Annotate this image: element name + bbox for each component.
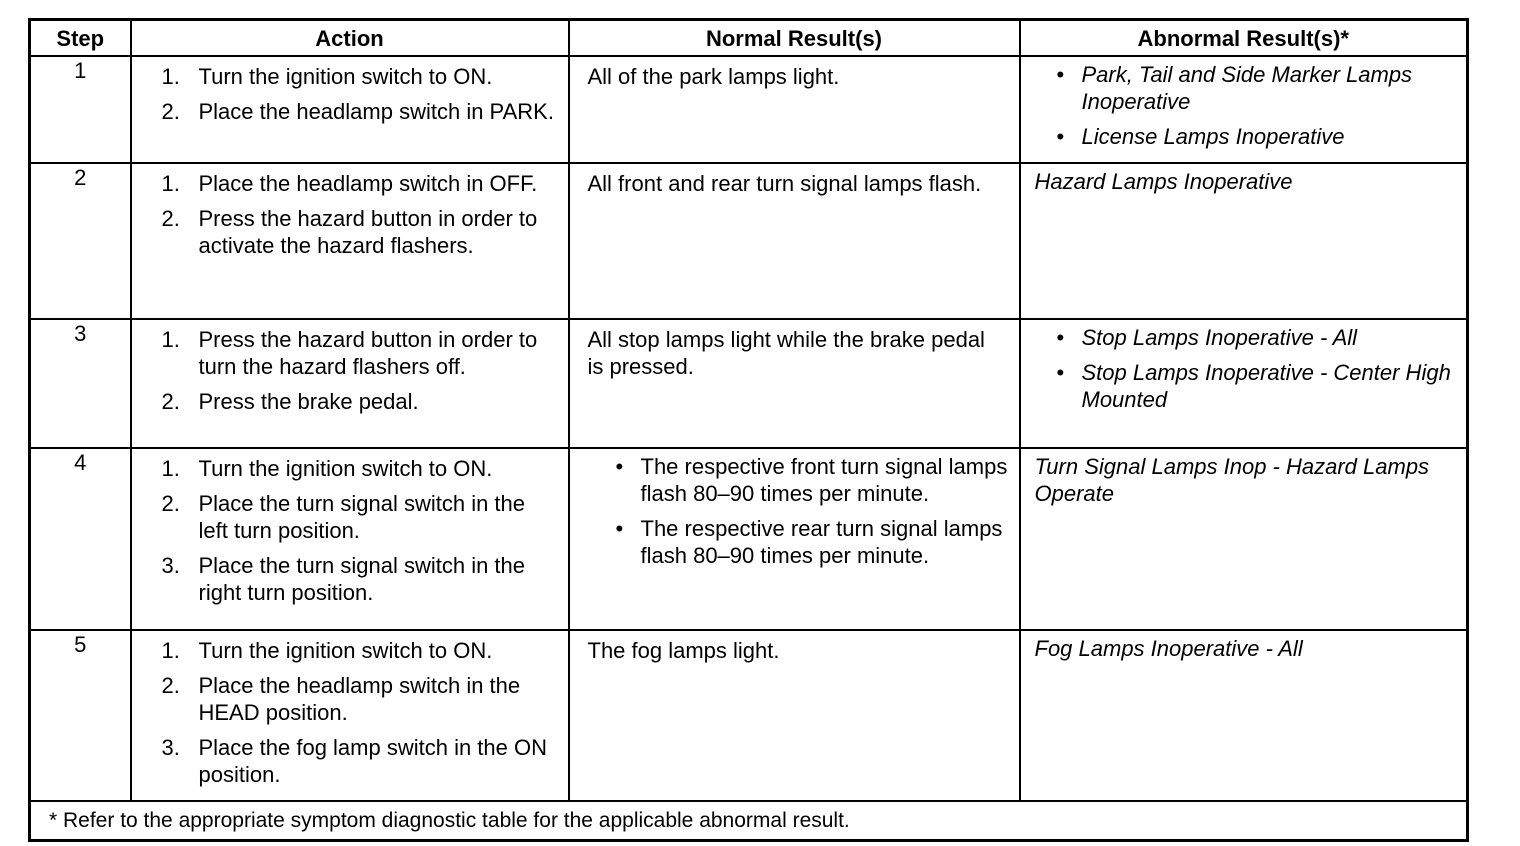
header-action: Action — [131, 20, 569, 57]
action-item — [162, 637, 558, 664]
action-text: Place the fog lamp switch in the ON position. — [198, 735, 547, 787]
action-item — [162, 98, 558, 125]
abnormal-result-link[interactable]: Fog Lamps Inoperative - All — [1034, 636, 1303, 661]
table-row — [30, 448, 1468, 630]
normal-result-text: The respective front turn signal lamps flash 80–90 times per minute. — [640, 454, 1008, 506]
action-number: 2. — [161, 389, 180, 414]
bullet-icon: • — [615, 516, 624, 541]
action-cell — [131, 56, 569, 163]
bullet-icon: • — [1056, 62, 1065, 87]
action-item — [162, 490, 558, 544]
action-number: 3. — [161, 553, 180, 578]
action-number: 1. — [161, 638, 180, 663]
action-cell — [131, 319, 569, 448]
abnormal-result-link[interactable]: Turn Signal Lamps Inop - Hazard Lamps Operate — [1034, 454, 1430, 506]
normal-result-cell — [569, 448, 1020, 630]
diagnostic-table — [28, 18, 1469, 842]
table-row — [30, 319, 1468, 448]
action-text: Place the headlamp switch in the HEAD position. — [198, 673, 521, 725]
action-number: 1. — [161, 171, 180, 196]
bullet-icon: • — [1056, 124, 1065, 149]
action-text: Turn the ignition switch to ON. — [198, 64, 493, 89]
bullet-icon: • — [615, 454, 624, 479]
bullet-icon: • — [1056, 360, 1065, 385]
normal-result-text: All of the park lamps light. — [587, 64, 840, 89]
action-text: Turn the ignition switch to ON. — [198, 638, 493, 663]
header-normal-results: Normal Result(s) — [569, 20, 1020, 57]
abnormal-result-cell — [1020, 630, 1468, 801]
action-number: 2. — [161, 491, 180, 516]
normal-result-text: The fog lamps light. — [587, 638, 780, 663]
abnormal-result-item — [1051, 324, 1457, 351]
abnormal-result-link[interactable]: Stop Lamps Inoperative - All — [1081, 325, 1358, 350]
action-item — [162, 672, 558, 726]
step-number: 4 — [30, 448, 131, 630]
header-row — [30, 20, 1468, 57]
action-text: Press the hazard button in order to activate the hazard flashers. — [198, 206, 538, 258]
abnormal-result-item — [1051, 123, 1457, 150]
step-number: 3 — [30, 319, 131, 448]
action-item — [162, 63, 558, 90]
abnormal-result-item — [1051, 61, 1457, 115]
action-item — [162, 734, 558, 788]
action-number: 1. — [161, 327, 180, 352]
action-text: Press the hazard button in order to turn the hazard flashers off. — [198, 327, 538, 379]
action-number: 1. — [161, 456, 180, 481]
action-number: 1. — [161, 64, 180, 89]
abnormal-result-item — [1051, 359, 1457, 413]
normal-result-item — [610, 515, 1009, 569]
table-row — [30, 163, 1468, 319]
action-text: Place the headlamp switch in OFF. — [198, 171, 538, 196]
normal-result-text: All stop lamps light while the brake pedal is pressed. — [587, 327, 985, 379]
action-item — [162, 326, 558, 380]
footnote-row — [30, 801, 1468, 841]
normal-result-cell — [569, 163, 1020, 319]
header-abnormal-results: Abnormal Result(s)* — [1020, 20, 1468, 57]
action-text: Place the headlamp switch in PARK. — [198, 99, 554, 124]
header-step: Step — [30, 20, 131, 57]
action-number: 2. — [161, 99, 180, 124]
normal-result-cell — [569, 319, 1020, 448]
action-item — [162, 388, 558, 415]
normal-result-item — [610, 453, 1009, 507]
abnormal-result-link[interactable]: Stop Lamps Inoperative - Center High Mounted — [1081, 360, 1451, 412]
action-text: Place the turn signal switch in the left turn position. — [198, 491, 526, 543]
step-number: 1 — [30, 56, 131, 163]
action-text: Turn the ignition switch to ON. — [198, 456, 493, 481]
abnormal-result-cell — [1020, 163, 1468, 319]
abnormal-result-link[interactable]: Park, Tail and Side Marker Lamps Inoperative — [1081, 62, 1413, 114]
action-cell — [131, 630, 569, 801]
table-row — [30, 630, 1468, 801]
action-text: Place the turn signal switch in the right turn position. — [198, 553, 526, 605]
abnormal-result-link[interactable]: License Lamps Inoperative — [1081, 124, 1345, 149]
abnormal-result-link[interactable]: Hazard Lamps Inoperative — [1034, 169, 1293, 194]
step-number: 2 — [30, 163, 131, 319]
abnormal-result-cell — [1020, 56, 1468, 163]
action-item — [162, 170, 558, 197]
action-item — [162, 205, 558, 259]
normal-result-cell — [569, 630, 1020, 801]
abnormal-result-cell — [1020, 319, 1468, 448]
action-number: 2. — [161, 206, 180, 231]
normal-result-cell — [569, 56, 1020, 163]
bullet-icon: • — [1056, 325, 1065, 350]
action-cell — [131, 448, 569, 630]
action-item — [162, 552, 558, 606]
normal-result-text: The respective rear turn signal lamps flash 80–90 times per minute. — [640, 516, 1003, 568]
action-item — [162, 455, 558, 482]
action-number: 2. — [161, 673, 180, 698]
table-row — [30, 56, 1468, 163]
footnote: * Refer to the appropriate symptom diagnostic table for the applicable abnormal result. — [30, 801, 1468, 841]
action-number: 3. — [161, 735, 180, 760]
abnormal-result-cell — [1020, 448, 1468, 630]
action-cell — [131, 163, 569, 319]
step-number: 5 — [30, 630, 131, 801]
action-text: Press the brake pedal. — [198, 389, 419, 414]
normal-result-text: All front and rear turn signal lamps flash. — [587, 171, 982, 196]
